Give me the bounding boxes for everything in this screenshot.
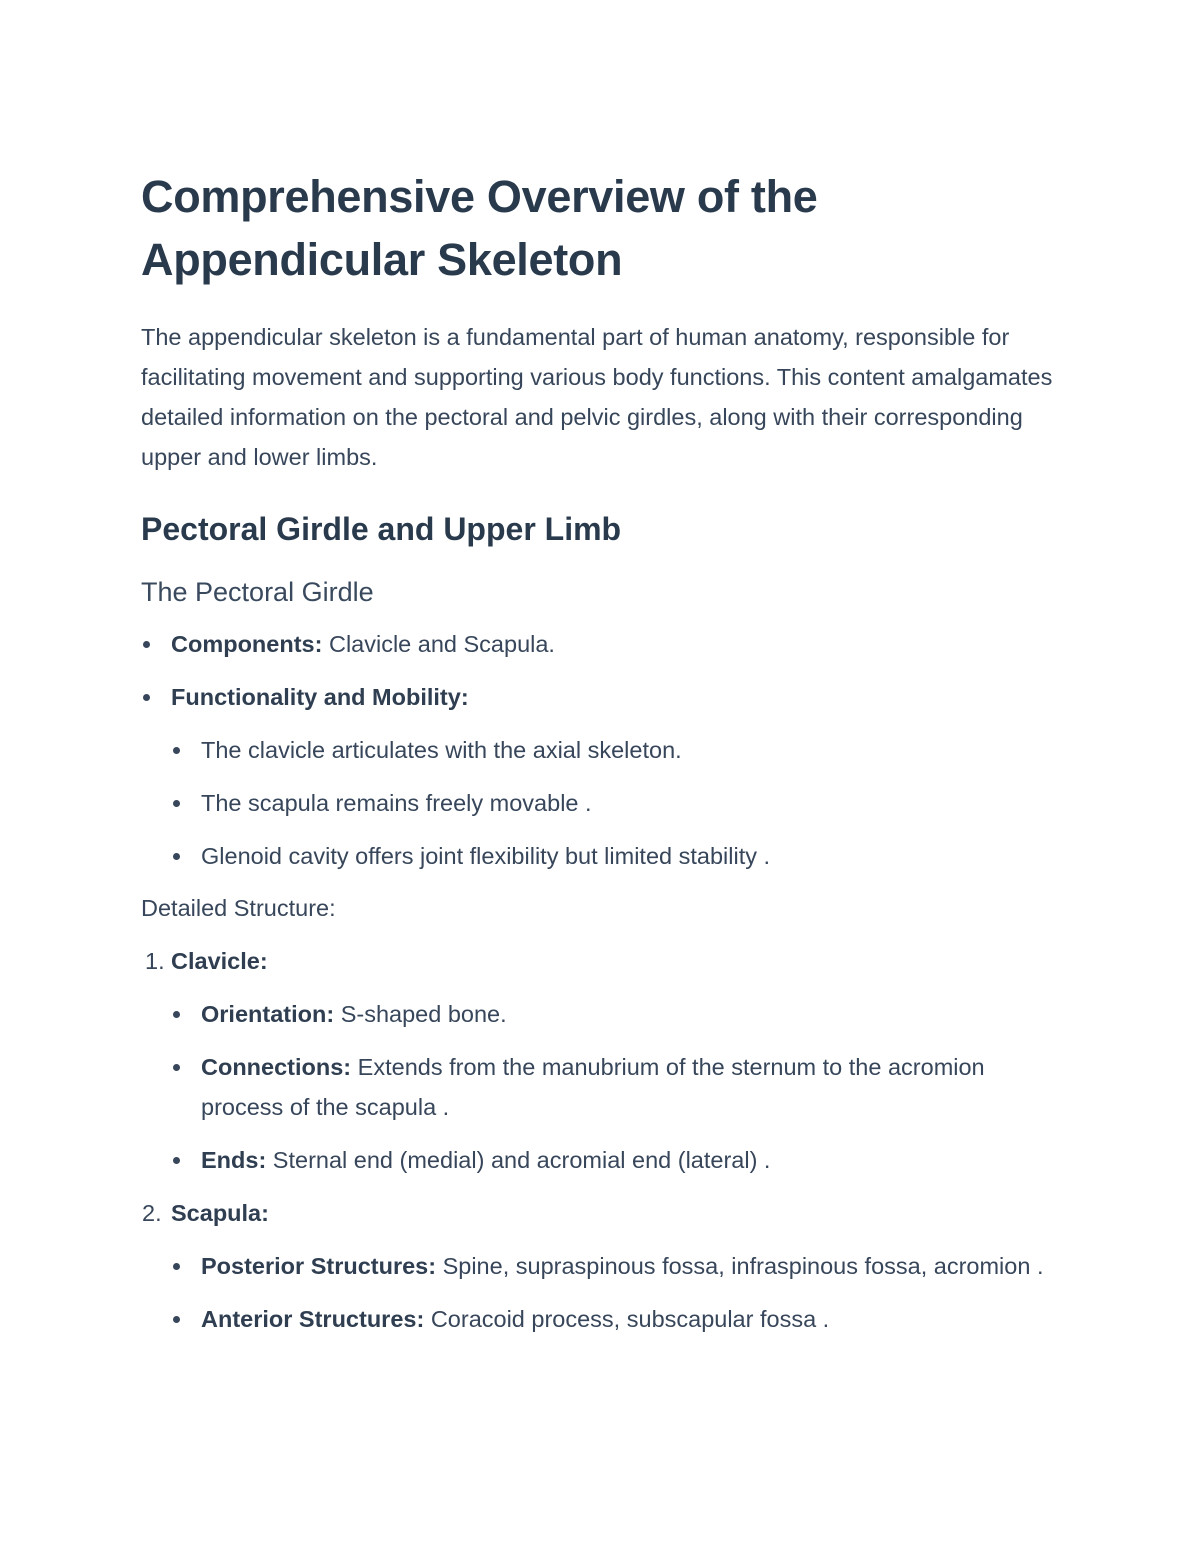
item-text: Sternal end (medial) and acromial end (lateral) . [266, 1147, 771, 1173]
scapula-sublist [171, 1246, 1061, 1339]
list-item [171, 783, 1061, 823]
components-label: Components: [171, 631, 323, 657]
structure-numbered-list [141, 941, 1061, 1339]
bullet-icon [173, 1263, 180, 1270]
list-item-functionality [141, 677, 1061, 876]
bullet-icon [143, 641, 150, 648]
clavicle-label: Clavicle: [171, 948, 268, 974]
functionality-sublist [171, 730, 1061, 876]
item-label: Anterior Structures: [201, 1306, 425, 1332]
item-text: Extends from the manubrium of the sternum to the acromion process of the scapula . [201, 1054, 985, 1120]
item-label: Ends: [201, 1147, 267, 1173]
item-number: 2. [142, 1200, 162, 1226]
clavicle-sublist [171, 994, 1061, 1180]
list-item [171, 836, 1061, 876]
list-item [171, 1047, 1061, 1127]
components-text: Clavicle and Scapula. [322, 631, 555, 657]
numbered-item-clavicle [141, 941, 1061, 1180]
bullet-icon [173, 1064, 180, 1071]
list-item [171, 1246, 1061, 1286]
item-text: S-shaped bone. [334, 1001, 507, 1027]
numbered-item-scapula [141, 1193, 1061, 1339]
bullet-icon [173, 1011, 180, 1018]
item-number: 1. [145, 948, 165, 974]
item-label: Posterior Structures: [201, 1253, 437, 1279]
list-item [171, 1140, 1061, 1180]
list-item [171, 1299, 1061, 1339]
list-item-text: Glenoid cavity offers joint flexibility but limited stability . [201, 843, 771, 869]
list-item [171, 730, 1061, 770]
scapula-label: Scapula: [171, 1200, 269, 1226]
bullet-icon [173, 747, 180, 754]
bullet-icon [173, 800, 180, 807]
bullet-icon [143, 694, 150, 701]
pectoral-girdle-list [141, 624, 1061, 876]
bullet-icon [173, 1316, 180, 1323]
document-title: Comprehensive Overview of the Appendicular Skeleton [141, 171, 818, 285]
subsection-heading: The Pectoral Girdle [141, 577, 374, 607]
list-item-text: The scapula remains freely movable . [201, 790, 592, 816]
section-heading: Pectoral Girdle and Upper Limb [141, 511, 622, 547]
list-item [171, 994, 1061, 1034]
item-text: Spine, supraspinous fossa, infraspinous fossa, acromion . [436, 1253, 1044, 1279]
functionality-label: Functionality and Mobility: [171, 684, 469, 710]
detailed-structure-label: Detailed Structure: [141, 895, 336, 921]
item-label: Orientation: [201, 1001, 335, 1027]
bullet-icon [173, 1157, 180, 1164]
document-page [141, 165, 1061, 1339]
list-item-components [141, 624, 1061, 664]
bullet-icon [173, 853, 180, 860]
intro-paragraph: The appendicular skeleton is a fundamental part of human anatomy, responsible for facilitating movement and supporting various body functions. This content amalgamates detailed information on the pectoral and pelvic girdles, along with their corresponding upper and lower limbs. [141, 324, 1053, 470]
item-text: Coracoid process, subscapular fossa . [424, 1306, 830, 1332]
list-item-text: The clavicle articulates with the axial skeleton. [201, 737, 682, 763]
item-label: Connections: [201, 1054, 352, 1080]
